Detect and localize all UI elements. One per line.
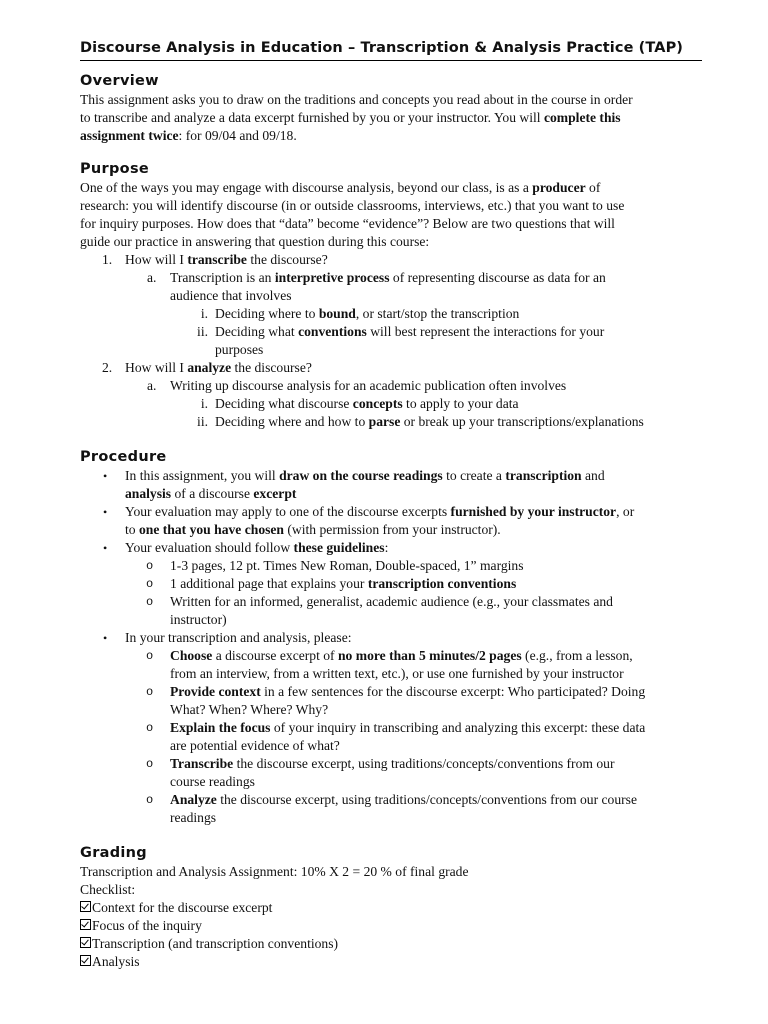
step-item xyxy=(80,719,702,755)
overview-text: to transcribe and analyze a data excerpt furnished by you or your instructor. You will xyxy=(80,110,544,125)
sub-bullet-icon: o xyxy=(146,577,154,591)
checklist-text: Analysis xyxy=(92,954,140,969)
list-roman: ii. xyxy=(197,414,208,429)
overview-heading: Overview xyxy=(80,73,159,89)
question-text: the discourse? xyxy=(246,252,328,267)
roman-item xyxy=(80,305,702,323)
step-emphasis: Explain the focus xyxy=(170,720,271,735)
step-text: the discourse excerpt, using traditions/concepts/conventions from our course xyxy=(216,792,637,807)
procedure-bullet xyxy=(80,539,702,557)
overview-line xyxy=(80,109,702,127)
step-item xyxy=(80,791,702,827)
procedure-bullet xyxy=(80,503,702,539)
grading-heading: Grading xyxy=(80,845,147,861)
subpoint-text: audience that involves xyxy=(170,288,292,303)
purpose-line: for inquiry purposes. How does that “data” become “evidence”? Below are two questions that will xyxy=(80,216,615,231)
grading-section xyxy=(80,863,702,971)
procedure-bullet xyxy=(80,629,702,647)
bullet-emphasis: one that you have chosen xyxy=(138,522,284,537)
step-text: (e.g., from a lesson, xyxy=(521,648,633,663)
roman-item xyxy=(80,413,702,431)
bullet-emphasis: transcription xyxy=(505,468,582,483)
procedure-section xyxy=(80,467,702,827)
step-text: are potential evidence of what? xyxy=(170,738,340,753)
subpoint-text: of representing discourse as data for an xyxy=(389,270,606,285)
step-emphasis: Analyze xyxy=(170,792,217,807)
step-text: from an interview, from a written text, etc.), or use one furnished by your instructor xyxy=(170,666,624,681)
sub-bullet-icon: o xyxy=(146,793,154,807)
roman-text: , or start/stop the transcription xyxy=(355,306,520,321)
roman-text: Deciding where and how to xyxy=(215,414,369,429)
step-item xyxy=(80,755,702,791)
checklist-text: Focus of the inquiry xyxy=(92,918,202,933)
bullet-emphasis: these guidelines xyxy=(293,540,385,555)
guideline-text: 1 additional page that explains your xyxy=(170,576,368,591)
purpose-line xyxy=(80,179,702,197)
overview-line xyxy=(80,127,702,145)
procedure-bullet xyxy=(80,467,702,503)
roman-text: Deciding what xyxy=(215,324,299,339)
question-item xyxy=(80,359,702,377)
bullet-icon: • xyxy=(103,505,108,519)
step-text: a discourse excerpt of xyxy=(212,648,338,663)
guideline-item xyxy=(80,557,702,575)
step-item xyxy=(80,683,702,719)
roman-emphasis: parse xyxy=(368,414,401,429)
sub-bullet-icon: o xyxy=(146,721,154,735)
guideline-text: instructor) xyxy=(170,612,227,627)
step-item xyxy=(80,647,702,683)
bullet-text: In this assignment, you will xyxy=(125,468,280,483)
sub-bullet-icon: o xyxy=(146,649,154,663)
purpose-text: of xyxy=(585,180,601,195)
overview-text: : for 09/04 and 09/18. xyxy=(178,128,297,143)
bullet-text: In your transcription and analysis, please: xyxy=(125,630,352,645)
question-text: the discourse? xyxy=(231,360,312,375)
roman-text: to apply to your data xyxy=(402,396,519,411)
sub-bullet-icon: o xyxy=(146,559,154,573)
document-title: Discourse Analysis in Education – Transcription & Analysis Practice (TAP) xyxy=(80,40,702,61)
bullet-emphasis: analysis xyxy=(125,486,172,501)
checked-box-icon xyxy=(80,919,91,930)
purpose-section xyxy=(80,179,702,431)
step-emphasis: Choose xyxy=(170,648,213,663)
roman-item xyxy=(80,395,702,413)
step-emphasis: Provide context xyxy=(170,684,261,699)
step-text: What? When? Where? Why? xyxy=(170,702,329,717)
bullet-text: Your evaluation should follow xyxy=(125,540,294,555)
bullet-text: : xyxy=(384,540,389,555)
overview-section xyxy=(80,91,702,145)
checklist-item xyxy=(80,917,702,935)
subpoint-item xyxy=(80,377,702,395)
checklist-text: Context for the discourse excerpt xyxy=(92,900,273,915)
sub-bullet-icon: o xyxy=(146,595,154,609)
bullet-text: and xyxy=(581,468,605,483)
procedure-heading: Procedure xyxy=(80,449,167,465)
question-item xyxy=(80,251,702,269)
checked-box-icon xyxy=(80,937,91,948)
overview-emphasis: complete this xyxy=(543,110,621,125)
question-emphasis: analyze xyxy=(187,360,232,375)
list-letter: a. xyxy=(147,378,157,393)
checklist-item xyxy=(80,935,702,953)
checklist-item xyxy=(80,899,702,917)
bullet-icon: • xyxy=(103,541,108,555)
guideline-item xyxy=(80,593,702,629)
list-number: 2. xyxy=(102,360,113,375)
purpose-line: guide our practice in answering that question during this course: xyxy=(80,234,430,249)
bullet-emphasis: excerpt xyxy=(253,486,297,501)
roman-text: Deciding what discourse xyxy=(215,396,353,411)
bullet-emphasis: furnished by your instructor xyxy=(450,504,617,519)
bullet-text: , or xyxy=(616,504,635,519)
list-letter: a. xyxy=(147,270,157,285)
subpoint-text: Transcription is an xyxy=(170,270,275,285)
step-text: the discourse excerpt, using traditions/concepts/conventions from our xyxy=(233,756,615,771)
roman-text: will best represent the interactions for your xyxy=(366,324,605,339)
question-text: How will I xyxy=(125,360,188,375)
overview-text: This assignment asks you to draw on the traditions and concepts you read about in the course in order xyxy=(80,92,633,107)
bullet-text: Your evaluation may apply to one of the discourse excerpts xyxy=(125,504,451,519)
overview-emphasis: assignment twice xyxy=(80,128,179,143)
bullet-icon: • xyxy=(103,469,108,483)
checklist-label: Checklist: xyxy=(80,882,136,897)
bullet-text: to xyxy=(125,522,139,537)
document-page xyxy=(80,40,702,971)
subpoint-emphasis: interpretive process xyxy=(274,270,390,285)
checklist-text: Transcription (and transcription conventions) xyxy=(92,936,339,951)
guideline-text: Written for an informed, generalist, academic audience (e.g., your classmates and xyxy=(170,594,613,609)
roman-text: Deciding where to xyxy=(215,306,319,321)
bullet-emphasis: draw on the course readings xyxy=(279,468,443,483)
list-number: 1. xyxy=(102,252,113,267)
purpose-line: research: you will identify discourse (in or outside classrooms, interviews, etc.) that you want to use xyxy=(80,198,625,213)
step-emphasis: Transcribe xyxy=(170,756,234,771)
step-text: readings xyxy=(170,810,217,825)
question-emphasis: transcribe xyxy=(187,252,247,267)
list-roman: i. xyxy=(200,306,208,321)
roman-emphasis: concepts xyxy=(352,396,403,411)
roman-text: purposes xyxy=(215,342,264,357)
overview-line xyxy=(80,91,702,109)
roman-text: or break up your transcriptions/explanations xyxy=(400,414,644,429)
guideline-emphasis: transcription conventions xyxy=(367,576,517,591)
checked-box-icon xyxy=(80,955,91,966)
purpose-heading: Purpose xyxy=(80,161,150,177)
grading-line: Transcription and Analysis Assignment: 10% X 2 = 20 % of final grade xyxy=(80,864,469,879)
subpoint-item xyxy=(80,269,702,305)
question-text: How will I xyxy=(125,252,188,267)
bullet-text: (with permission from your instructor). xyxy=(284,522,501,537)
step-emphasis: no more than 5 minutes/2 pages xyxy=(338,648,522,663)
step-text: in a few sentences for the discourse excerpt: Who participated? Doing xyxy=(260,684,646,699)
sub-bullet-icon: o xyxy=(146,685,154,699)
roman-item xyxy=(80,323,702,359)
checklist-item xyxy=(80,953,702,971)
sub-bullet-icon: o xyxy=(146,757,154,771)
bullet-text: to create a xyxy=(442,468,506,483)
purpose-text: One of the ways you may engage with discourse analysis, beyond our class, is as a xyxy=(80,180,533,195)
step-text: of your inquiry in transcribing and analyzing this excerpt: these data xyxy=(270,720,646,735)
purpose-emphasis: producer xyxy=(532,180,586,195)
bullet-text: of a discourse xyxy=(171,486,254,501)
step-text: course readings xyxy=(170,774,255,789)
roman-emphasis: bound xyxy=(318,306,356,321)
bullet-icon: • xyxy=(103,631,108,645)
checked-box-icon xyxy=(80,901,91,912)
guideline-text: 1-3 pages, 12 pt. Times New Roman, Double-spaced, 1” margins xyxy=(170,558,524,573)
subpoint-text: Writing up discourse analysis for an academic publication often involves xyxy=(170,378,567,393)
guideline-item xyxy=(80,575,702,593)
roman-emphasis: conventions xyxy=(298,324,367,339)
list-roman: ii. xyxy=(197,324,208,339)
list-roman: i. xyxy=(200,396,208,411)
